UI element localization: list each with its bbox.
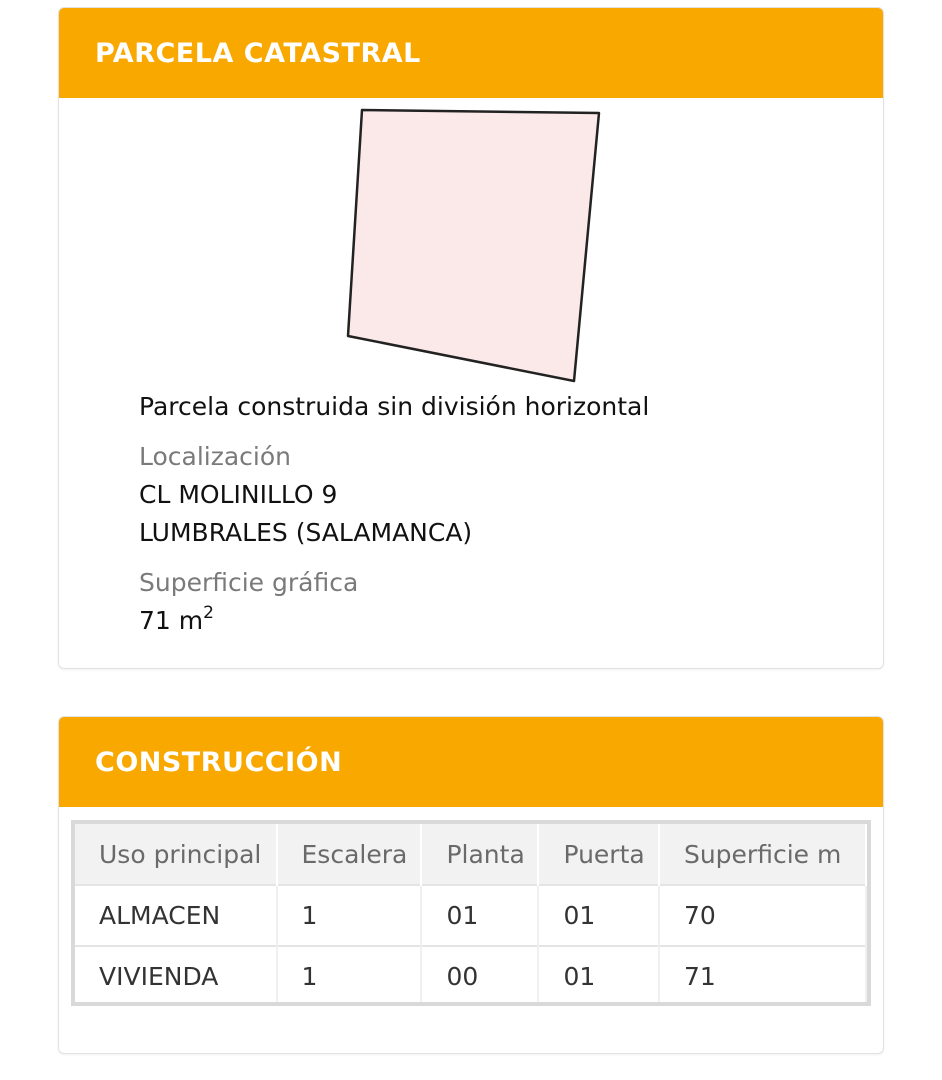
cell-uso: ALMACEN (75, 885, 277, 946)
construccion-table (75, 824, 867, 1006)
address-line-1: CL MOLINILLO 9 (139, 480, 338, 509)
parcela-info (139, 388, 853, 640)
table-header-row (75, 824, 866, 885)
cell-planta: 01 (421, 885, 538, 946)
cell-superficie: 71 (659, 946, 866, 1006)
parcela-type: Parcela construida sin división horizontal (139, 392, 650, 421)
superficie-value (139, 602, 853, 640)
cell-puerta: 01 (538, 946, 659, 1006)
parcel-map-image (59, 98, 884, 398)
cell-escalera: 1 (277, 885, 422, 946)
construccion-table-scroll[interactable] (71, 820, 871, 1006)
localizacion-label: Localización (139, 442, 292, 471)
superficie-exponent: 2 (203, 602, 214, 623)
col-puerta: Puerta (538, 824, 659, 885)
parcela-title: PARCELA CATASTRAL (95, 37, 421, 69)
construccion-header (59, 717, 883, 807)
superficie-label: Superficie gráfica (139, 568, 359, 597)
parcel-outline (348, 110, 599, 381)
col-planta: Planta (421, 824, 538, 885)
cell-planta: 00 (421, 946, 538, 1006)
col-superficie: Superficie m (659, 824, 866, 885)
superficie-number: 71 m (139, 606, 204, 635)
parcela-card (58, 7, 884, 669)
address-line-2: LUMBRALES (SALAMANCA) (139, 518, 473, 547)
table-row (75, 946, 866, 1006)
construccion-card (58, 716, 884, 1054)
cell-escalera: 1 (277, 946, 422, 1006)
table-row (75, 885, 866, 946)
col-escalera: Escalera (277, 824, 422, 885)
parcela-header (59, 8, 883, 98)
col-uso-principal: Uso principal (75, 824, 277, 885)
cell-puerta: 01 (538, 885, 659, 946)
construccion-title: CONSTRUCCIÓN (95, 746, 343, 778)
cell-uso: VIVIENDA (75, 946, 277, 1006)
cell-superficie: 70 (659, 885, 866, 946)
